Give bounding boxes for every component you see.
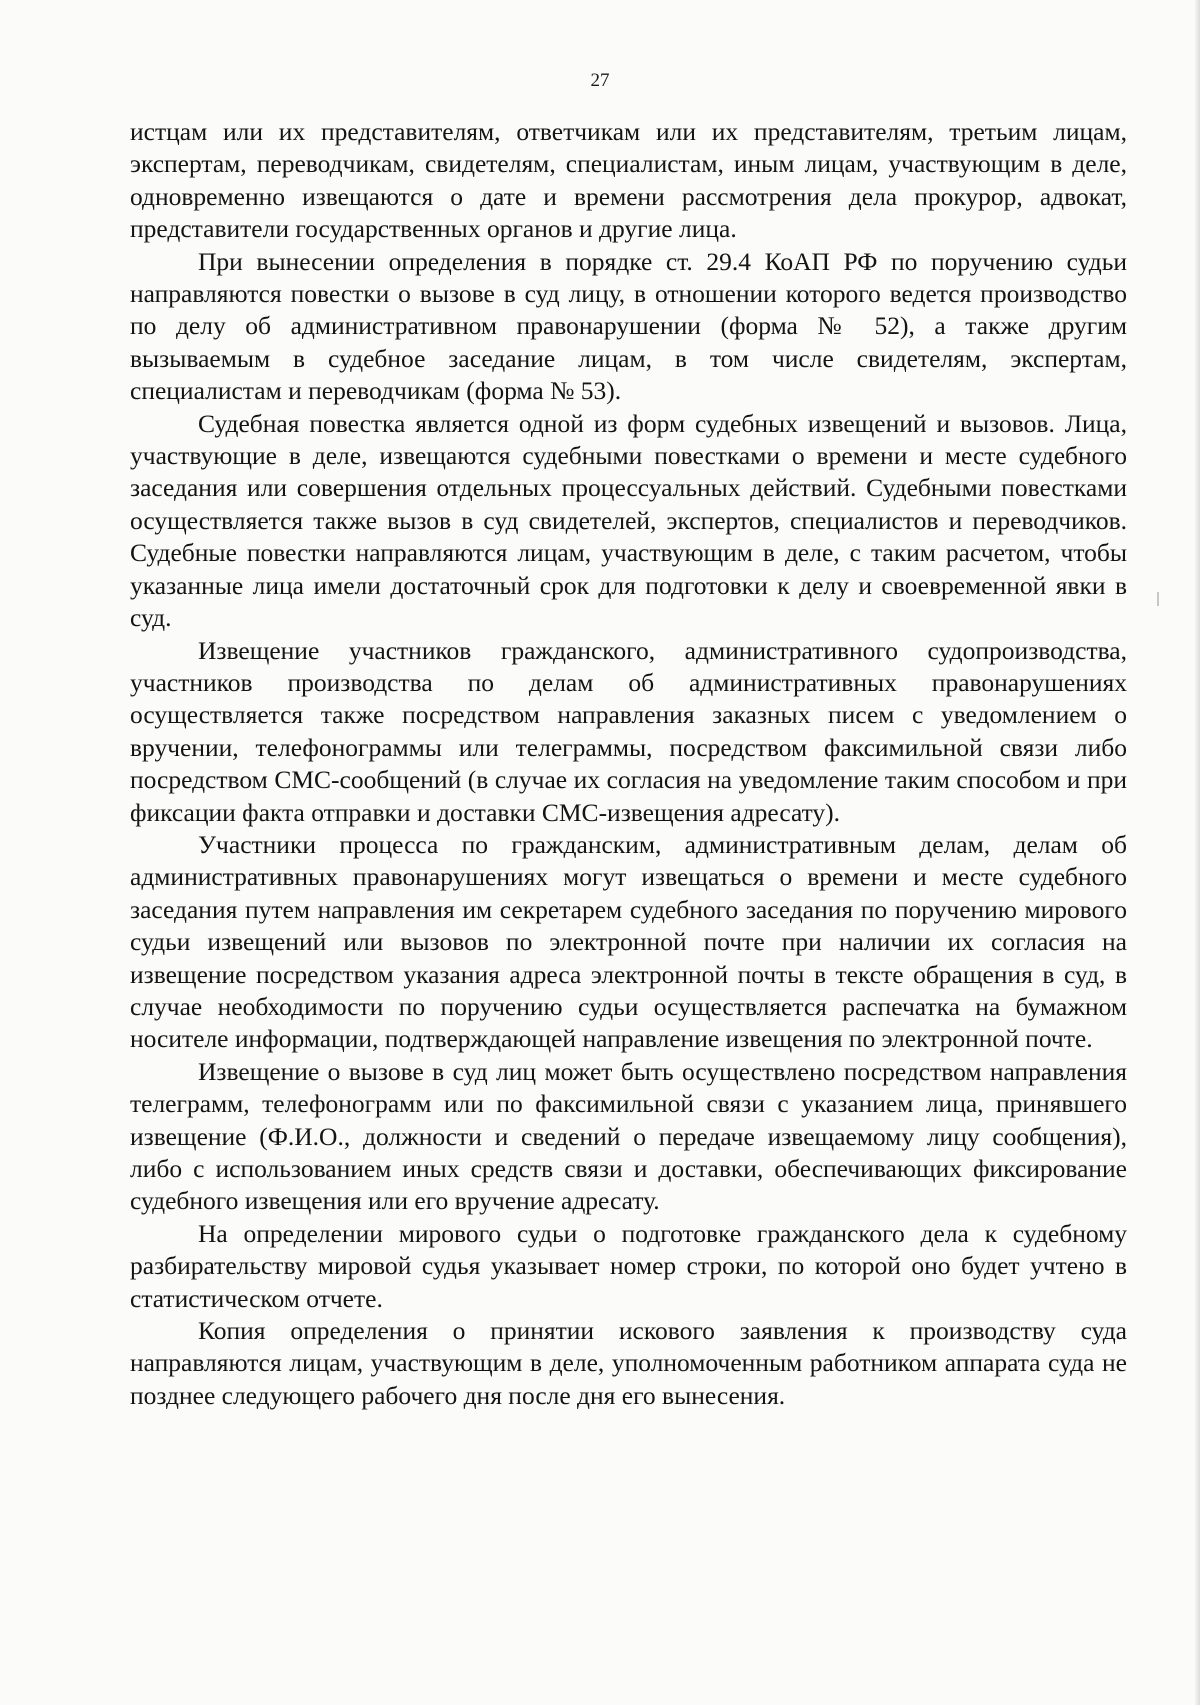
page-edge-shadow — [1194, 0, 1200, 1705]
paragraph-continuation: истцам или их представителям, ответчикам или их представителям, третьим лицам, экспертам, переводчикам, свидетелям, специалистам, иным лицам, участвующим в деле, одновременно извещаются о дате и времени рассмотрения дела прокурор, адвокат, представители государственных органов и другие лица. — [130, 117, 1127, 244]
paragraph-email-notification: Участники процесса по гражданским, административным делам, делам об административных правонарушениях могут извещаться о времени и месте судебного заседания путем направления им секретарем судебного заседания по поручению мирового судьи извещений или вызовов по электронной почте при наличии их согласия на извещение посредством указания адреса электронной почты в тексте обращения в суд, в случае необходимости по поручению судьи осуществляется распечатка на бумажном носителе информации, подтверждающей направление извещения по электронной почте. — [130, 829, 1127, 1054]
paragraph-summons-koap: При вынесении определения в порядке ст. 29.4 КоАП РФ по поручению судьи направляются повестки о вызове в суд лицу, в отношении которого ведется производство по делу об административном правонарушении (форма № 52), а также другим вызываемым в судебное заседание лицам, в том числе свидетелям, экспертам, специалистам и переводчикам (форма № 53). — [130, 246, 1127, 406]
document-body — [130, 116, 1127, 1412]
paragraph-court-summons: Судебная повестка является одной из форм судебных извещений и вызовов. Лица, участвующие в деле, извещаются судебными повестками о времени и месте судебного заседания или совершения отдельных процессуальных действий. Судебными повестками осуществляется также вызов в суд свидетелей, экспертов, специалистов и переводчиков. Судебные повестки направляются лицам, участвующим в деле, с таким расчетом, чтобы указанные лица имели достаточный срок для подготовки к делу и своевременной явки в суд. — [130, 408, 1127, 633]
paragraph-statistics-line: На определении мирового судьи о подготовке гражданского дела к судебному разбирательству мировой судья указывает номер строки, по которой оно будет учтено в статистическом отчете. — [130, 1218, 1127, 1313]
page-number: 27 — [590, 70, 610, 91]
paragraph-telegram-notification: Извещение о вызове в суд лиц может быть осуществлено посредством направления телеграмм, телефонограмм или по факсимильной связи с указанием лица, принявшего извещение (Ф.И.О., должности и сведений о передаче извещаемому лицу сообщения), либо с использованием иных средств связи и доставки, обеспечивающих фиксирование судебного извещения или его вручение адресату. — [130, 1056, 1127, 1216]
scan-artifact — [1157, 592, 1159, 606]
paragraph-notification-methods: Извещение участников гражданского, административного судопроизводства, участников производства по делам об административных правонарушениях осуществляется также посредством направления заказных писем с уведомлением о вручении, телефонограммы или телеграммы, посредством факсимильной связи либо посредством СМС-сообщений (в случае их согласия на уведомление таким способом и при фиксации факта отправки и доставки СМС-извещения адресату). — [130, 635, 1127, 827]
paragraph-copy-of-ruling: Копия определения о принятии искового заявления к производству суда направляются лицам, участвующим в деле, уполномоченным работником аппарата суда не позднее следующего рабочего дня после дня его вынесения. — [130, 1316, 1127, 1410]
